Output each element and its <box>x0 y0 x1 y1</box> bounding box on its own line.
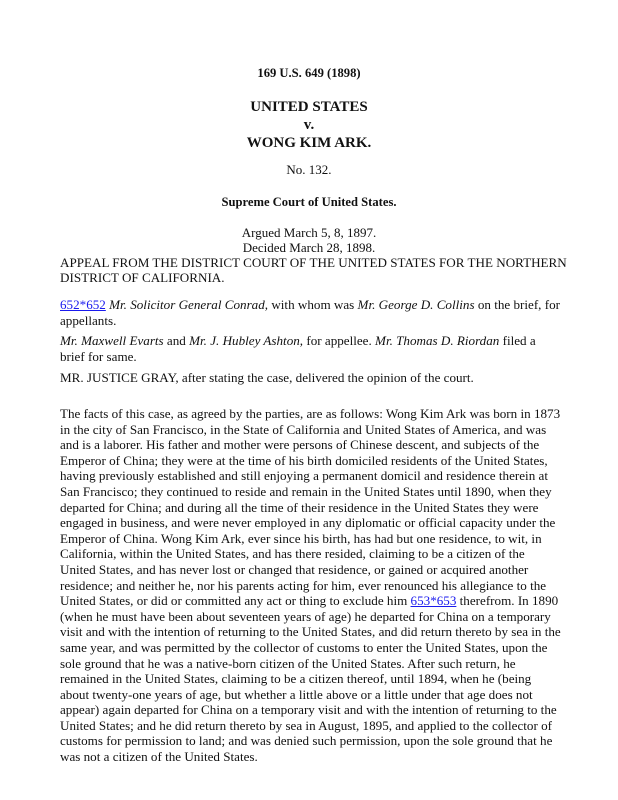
case-dates <box>0 225 618 255</box>
counsel-appellee-paragraph <box>60 333 560 364</box>
counsel-text: and <box>163 333 190 348</box>
argued-date: Argued March 5, 8, 1897. <box>241 225 377 240</box>
opinion-intro-paragraph: MR. JUSTICE GRAY, after stating the case, delivered the opinion of the court. <box>60 370 474 385</box>
party-plaintiff: UNITED STATES <box>250 99 368 115</box>
docket-number: No. 132. <box>286 162 332 177</box>
counsel-text: with whom was <box>268 297 358 312</box>
counsel-name: Mr. George D. Collins <box>357 297 475 312</box>
facts-text: The facts of this case, as agreed by the parties, are as follows: Wong Kim Ark was born in 1873 in the city of San Francisco, in the State of California and United States of America, and was and is a laborer. His father and mother were persons of Chinese descent, and subjects of the Emperor of China; they were at the time of his birth domiciled residents of the United States, having previously established and still enjoying a permanent domicil and residence therein at San Francisco; they continued to reside and remain in the United States until 1890, when they departed for China; and during all the time of their residence in the United States they were engaged in business, and were never employed in any diplomatic or official capacity under the Emperor of China. Wong Kim Ark, ever since his birth, has had but one residence, to wit, in California, within the United States, and has there resided, claiming to be a citizen of the United States, and has never lost or changed that residence, or gained or acquired another residence; and neither he, nor his parents acting for him, ever renounced his allegiance to the United States, or did or committed any act or thing to exclude him <box>60 406 561 609</box>
counsel-name: Mr. Maxwell Evarts <box>60 333 164 348</box>
facts-paragraph <box>60 406 562 765</box>
versus-label: v. <box>303 117 315 133</box>
case-title <box>0 98 618 152</box>
counsel-name: Mr. Solicitor General Conrad, <box>109 297 269 312</box>
counsel-text: filed a brief for same. <box>60 333 536 364</box>
page-reference-link-653[interactable]: 653*653 <box>410 593 457 609</box>
court-name: Supreme Court of United States. <box>221 195 397 209</box>
counsel-text: for appellee. <box>303 333 376 348</box>
facts-text: therefrom. In 1890 (when he must have been about seventeen years of age) he departed for China on a temporary visit and with the intention of returning to the United States, and did return thereto by sea in the same year, and was permitted by the collector of customs to enter the United States, upon the sole ground that he was a native-born citizen of the United States. After such return, he remained in the United States, claiming to be a citizen thereof, until 1894, when he (being about twenty-one years of age, but whether a little above or a little under that age does not appear) again departed for China on a temporary visit and with the intention of returning to the United States; and he did return thereto by sea in August, 1895, and applied to the collector of customs for permission to land; and was denied such permission, upon the sole ground that he was not a citizen of the United States. <box>60 593 561 765</box>
counsel-name: Mr. J. Hubley Ashton, <box>189 333 304 348</box>
counsel-name: Mr. Thomas D. Riordan <box>375 333 500 348</box>
appeal-heading: APPEAL FROM THE DISTRICT COURT OF THE UNITED STATES FOR THE NORTHERN DISTRICT OF CALIFORNIA. <box>60 255 567 285</box>
counsel-text: on the brief, for appellants. <box>60 297 560 328</box>
page-reference-link-652[interactable]: 652*652 <box>60 297 106 312</box>
counsel-appellants-paragraph <box>60 297 560 328</box>
decided-date: Decided March 28, 1898. <box>242 240 376 255</box>
case-citation: 169 U.S. 649 (1898) <box>257 66 361 80</box>
party-defendant: WONG KIM ARK. <box>246 135 372 151</box>
